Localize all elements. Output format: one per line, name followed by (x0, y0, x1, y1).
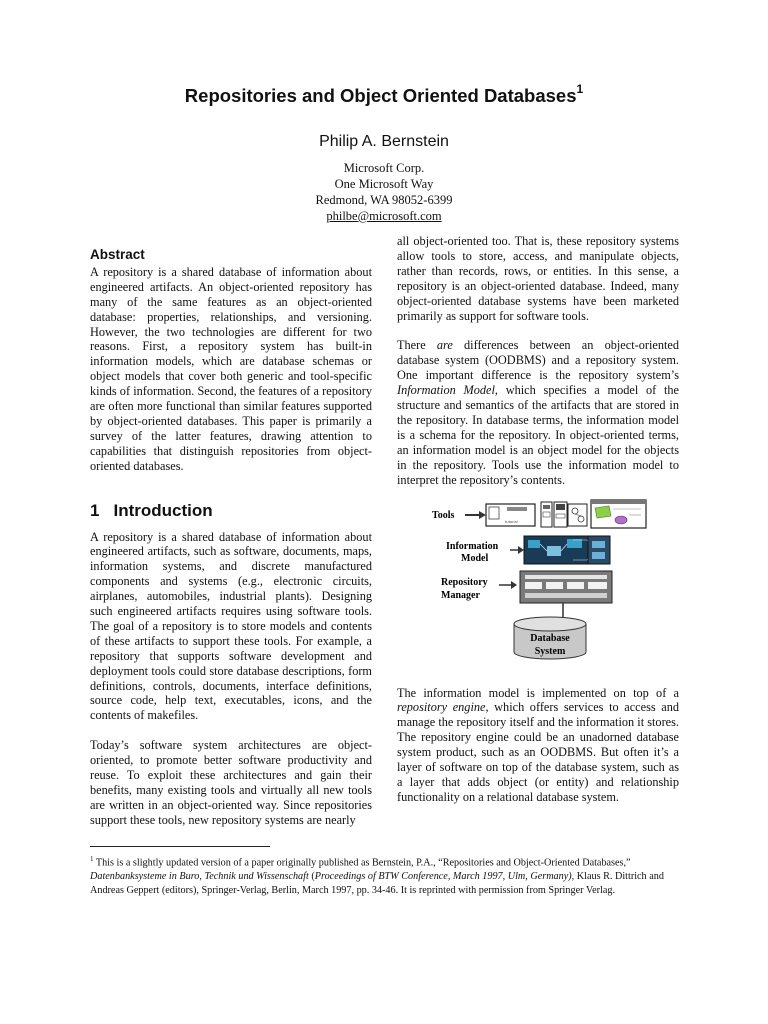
tool-widget-2-box (556, 514, 565, 518)
term-information-model: Information Model (397, 383, 495, 398)
label-system: System (534, 645, 566, 657)
info-model-block-2 (547, 546, 561, 556)
label-tools: Tools (432, 509, 455, 521)
label-information: Information (446, 540, 499, 552)
right-paragraph-2: There are differences between an object-oriented database system (OODBMS) and a repository system. One important difference is the repository system’s Information Model, which specifies a model of the structure and semantics of the artifacts that are stored in the repository. In database terms, the information model is a schema for the repository. In object-oriented terms, an information model is an object model for the objects in the repository. Tools use the information model to interpret the repository’s contents. (397, 338, 679, 487)
affiliation-street: One Microsoft Way (334, 177, 434, 191)
info-model-block-3 (567, 539, 582, 548)
tool-window-1-doc-icon (489, 507, 499, 519)
label-database: Database (530, 632, 570, 644)
intro-paragraph-1: A repository is a shared database of information about engineered artifacts, such as software, documents, maps, information systems, and discrete manufactured components and systems (e.g., electronic circuits, airplanes, automobiles, industrial plants). Designing such engineered artifacts requires using software tools. The goal of a repository is to store models and contents of these artifacts to support these tools. For example, a repository that supports software development and deployment tools could store database descriptions, form definitions, controls, documents, interface definitions, source code, help text, executables, icons, and the contents of makefiles. (90, 529, 372, 723)
info-model-block-1 (528, 540, 540, 548)
emphasis-are: are (436, 338, 453, 353)
information-model-box-right (588, 536, 610, 564)
repo-manager-cell-2 (546, 582, 563, 589)
right-column (397, 234, 679, 805)
affiliation-city: Redmond, WA 98052-6399 (315, 193, 453, 207)
affiliation-email-line (0, 208, 768, 224)
tool-widget-3-node-b (578, 516, 584, 522)
tool-window-4-green-shape (595, 506, 611, 518)
repo-manager-bar-1 (525, 575, 607, 579)
tool-window-4-titlebar (591, 500, 646, 504)
repo-manager-cell-3 (567, 582, 584, 589)
author-name: Philip A. Bernstein (319, 133, 449, 150)
section-number: 1 (90, 500, 100, 520)
term-repository-engine: repository engine (397, 700, 486, 715)
footnote-mark: 1 (90, 855, 94, 863)
tool-widget-1-box (543, 512, 550, 517)
right-paragraph-1: all object-oriented too. That is, these repository systems allow tools to store, access, and manipulate objects, rather than records, rows, or entities. In this sense, a repository is an object-oriented database. Indeed, many object-oriented database systems have been marketed primarily as support for software tools. (397, 234, 679, 323)
repo-manager-cell-1 (525, 582, 542, 589)
database-cylinder-top (514, 617, 586, 631)
manager-arrow-head (511, 581, 517, 589)
title-text: Repositories and Object Oriented Databases (184, 85, 577, 107)
footnote-separator (90, 846, 270, 847)
abstract-heading: Abstract (90, 247, 145, 262)
repo-manager-cell-4 (588, 582, 607, 589)
paper-title (0, 84, 768, 107)
tool-window-4-purple-shape (615, 516, 627, 524)
repo-manager-bar-2 (525, 593, 607, 598)
architecture-diagram (397, 494, 679, 678)
label-model: Model (461, 552, 489, 564)
model-arrow-head (518, 546, 524, 554)
section-heading-introduction (90, 500, 372, 520)
section-title: Introduction (113, 500, 213, 520)
affiliation-org: Microsoft Corp. (343, 161, 425, 175)
tool-window-1-titlebar (507, 507, 527, 511)
tool-widget-2-grid (556, 504, 565, 510)
architecture-figure (397, 494, 679, 678)
author-email-link[interactable]: philbe@microsoft.com (326, 209, 442, 223)
tool-window-1-caption: tutorial (505, 519, 518, 524)
tool-widget-1-bar (543, 505, 550, 509)
info-model-block-4 (592, 541, 605, 548)
label-repository: Repository (441, 576, 488, 588)
title-footnote-mark: 1 (576, 82, 584, 96)
footnote: $^1$ This is a slightly updated version of a paper originally published as Bernstein, P.A., “Repositories and Object-Oriented Databases,” Datenbanksysteme in Buro, Technik und Wissenschaft (Proceedings of BTW Conference, March 1997, Ulm, Germany), Klaus R. Dittrich and Andreas Geppert (editors), Springer-Verlag, Berlin, March 1997, pp. 34-46. It is reprinted with permission from Springer Verlag. (90, 855, 664, 897)
left-column (90, 248, 372, 828)
info-model-block-5 (592, 552, 605, 559)
label-manager: Manager (441, 589, 480, 601)
tools-arrow-head (479, 511, 486, 519)
tool-widget-3-node-a (572, 508, 578, 514)
intro-paragraph-2: Today’s software system architectures are object-oriented, to promote better software productivity and reuse. To exploit these architectures and gain their benefits, many existing tools and virtually all new tools are written in an object-oriented way. Since repositories support these tools, new repository systems are nearly (90, 738, 372, 827)
abstract-text: A repository is a shared database of information about engineered artifacts. An object-oriented repository has many of the same features as an object-oriented database: properties, relationships, and versioning. However, the two technologies are different for two reasons. First, a repository system has built-in information models, which are database schemas or object models that cover both generic and tool-specific kinds of information. Second, the features of a repository are often more functional than similar features supported by object-oriented databases. This paper is primarily a survey of the latter features, drawing attention to capabilities that distinguish repositories from object-oriented databases. (90, 264, 372, 473)
right-paragraph-3: The information model is implemented on top of a repository engine, which offers services to access and manage the repository itself and the information it stores. The repository engine could be an unadorned database system product, such as an OODBMS. But often it’s a layer of software on top of the database system, such as a layer that adds object (or entity) and relationship functionality on a relational database system. (397, 685, 679, 804)
